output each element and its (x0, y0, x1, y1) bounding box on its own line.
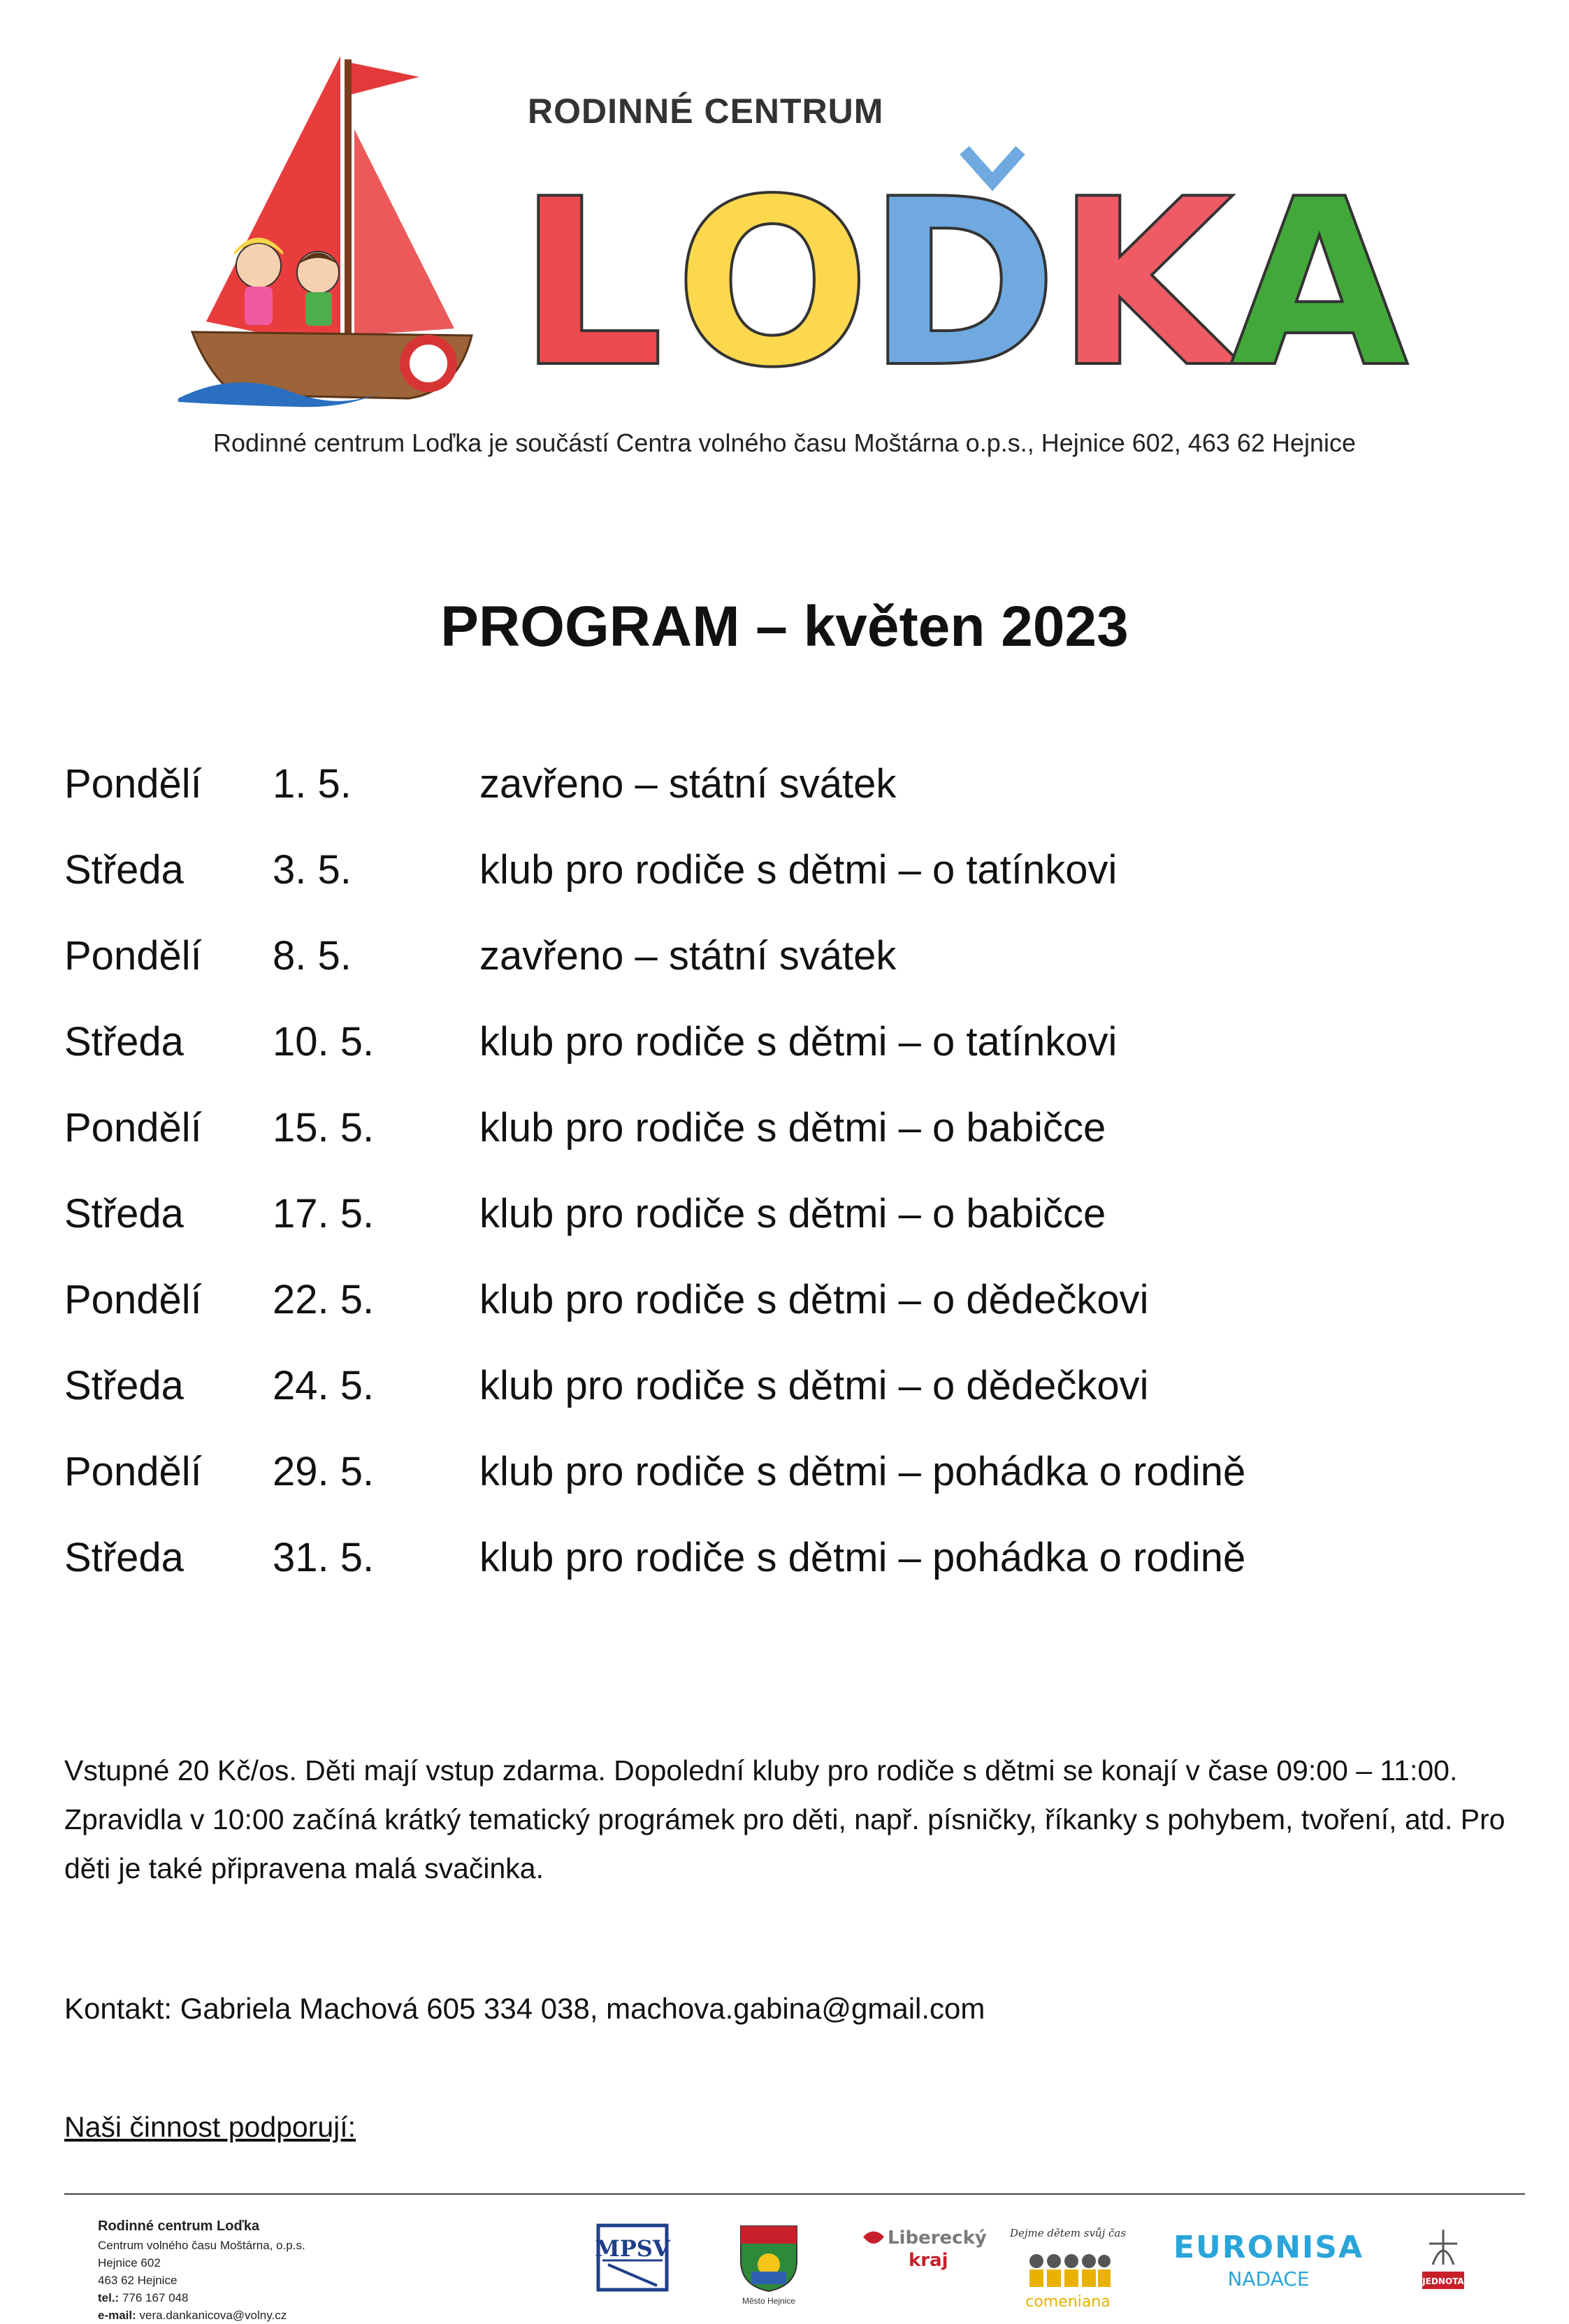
schedule-day: Středa (64, 1019, 184, 1064)
info-paragraph: Vstupné 20 Kč/os. Děti mají vstup zdarma. Dopolední kluby pro rodiče s dětmi se konají v čase 09:00 – 11:00. Zpravidla v 10:00 začíná krátký tematický prográmek pro děti, např. písničky, říkanky s pohybem, tvoření, atd. Pro děti je také připravena malá svačinka. (64, 1754, 1505, 1884)
liberecky-kraj-icon (860, 2223, 987, 2279)
supporters-label: Naši činnost podporují: (64, 2111, 356, 2143)
schedule-day: Středa (64, 1363, 184, 1408)
schedule-date: 31. 5. (273, 1535, 375, 1580)
schedule-date: 1. 5. (273, 761, 352, 807)
contact-line: Kontakt: Gabriela Machová 605 334 038, machova.gabina@gmail.com (64, 1992, 985, 2025)
footer-tel-label: tel.: (98, 2291, 120, 2304)
euronisa-logo (1174, 2223, 1363, 2293)
jednota-text: JEDNOTA (1422, 2276, 1464, 2286)
schedule-date: 22. 5. (273, 1277, 375, 1322)
schedule-date: 29. 5. (273, 1449, 375, 1494)
jednota-icon (1415, 2223, 1471, 2307)
footer-line: Centrum volného času Moštárna, o.p.s. (98, 2239, 305, 2252)
schedule-activity: klub pro rodiče s dětmi – o dědečkovi (479, 1363, 1149, 1408)
footer-title: Rodinné centrum Loďka (98, 2218, 260, 2234)
schedule-date: 3. 5. (273, 847, 352, 893)
footer-phone (98, 2289, 305, 2307)
liberecky-text: Liberecký (888, 2228, 987, 2249)
schedule-activity: klub pro rodiče s dětmi – o dědečkovi (479, 1277, 1149, 1322)
schedule-date: 17. 5. (273, 1191, 375, 1236)
mpsv-icon (594, 2223, 671, 2293)
schedule-day: Pondělí (64, 1449, 202, 1494)
nadace-text: NADACE (1227, 2267, 1310, 2290)
comeniana-logo (1009, 2223, 1127, 2314)
liberecky-kraj-logo (860, 2223, 987, 2279)
jednota-logo (1415, 2223, 1471, 2307)
mpsv-logo (594, 2223, 671, 2303)
footer-divider (64, 2193, 1525, 2195)
schedule-day: Středa (64, 1191, 184, 1236)
brand-letter-l: L (517, 150, 665, 418)
schedule-activity: klub pro rodiče s dětmi – o babičce (479, 1191, 1106, 1236)
schedule-activity: zavřeno – státní svátek (479, 933, 897, 979)
schedule-date: 10. 5. (273, 1019, 375, 1064)
schedule-day: Pondělí (64, 1277, 202, 1322)
schedule-activity: klub pro rodiče s dětmi – pohádka o rodině (479, 1535, 1246, 1580)
euronisa-text: EURONISA (1173, 2230, 1364, 2265)
footer-line: 463 62 Hejnice (98, 2274, 178, 2287)
comeniana-icon (1009, 2223, 1127, 2314)
footer-email-value: vera.dankanicova@volny.cz (139, 2309, 287, 2322)
brand-letter-k: K (1055, 150, 1234, 418)
coat-of-arms-icon (737, 2223, 800, 2293)
euronisa-icon (1174, 2223, 1363, 2293)
schedule-activity: klub pro rodiče s dětmi – o babičce (479, 1105, 1106, 1150)
footer-line: Hejnice 602 (98, 2256, 161, 2269)
brand-wordmark (517, 150, 1426, 418)
schedule-day: Pondělí (64, 761, 202, 807)
footer-email-label: e-mail: (98, 2309, 136, 2322)
footer-email (98, 2307, 305, 2324)
schedule-day: Pondělí (64, 933, 202, 979)
footer-address (98, 2216, 305, 2324)
schedule-day: Středa (64, 1535, 184, 1580)
page-title: PROGRAM – květen 2023 (440, 595, 1129, 658)
mesto-caption: Město Hejnice (742, 2296, 796, 2306)
kraj-text: kraj (909, 2250, 948, 2271)
mpsv-top-text: MPSV (595, 2235, 670, 2262)
comeniana-slogan: Dejme dětem svůj čas (1009, 2227, 1127, 2239)
brand-letter-d: D (867, 150, 1058, 418)
brand-letter-o: O (674, 150, 871, 418)
schedule-activity: klub pro rodiče s dětmi – pohádka o rodině (479, 1449, 1246, 1494)
schedule-day: Středa (64, 847, 184, 893)
schedule-activity: zavřeno – státní svátek (479, 761, 897, 807)
org-name-small: RODINNÉ CENTRUM (528, 92, 884, 131)
boat-logo-icon (178, 42, 486, 405)
schedule-activity: klub pro rodiče s dětmi – o tatínkovi (479, 1019, 1118, 1064)
schedule-day: Pondělí (64, 1105, 202, 1150)
footer-tel: 776 167 048 (122, 2291, 189, 2304)
mesto-hejnice-logo (737, 2223, 807, 2321)
schedule-date: 24. 5. (273, 1363, 375, 1408)
schedule-date: 8. 5. (273, 933, 352, 979)
comeniana-text: comeniana (1025, 2293, 1111, 2311)
schedule-date: 15. 5. (273, 1105, 375, 1150)
brand-letter-a: A (1230, 150, 1409, 418)
schedule-activity: klub pro rodiče s dětmi – o tatínkovi (479, 847, 1118, 893)
affiliation-text: Rodinné centrum Loďka je součástí Centra volného času Moštárna o.p.s., Hejnice 602, 463 62 Hejnice (212, 428, 1357, 457)
